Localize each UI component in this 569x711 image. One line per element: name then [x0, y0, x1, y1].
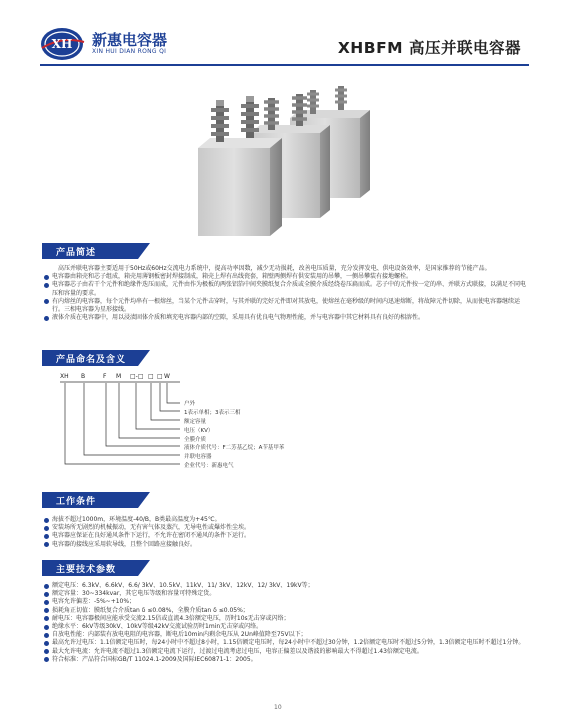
bullet-dot-icon [44, 275, 49, 280]
code-phase: □ [157, 373, 163, 380]
bullet-dot-icon [44, 584, 49, 589]
tech-bullet [44, 623, 529, 631]
section-heading-tech-label: 主要技术参数 [56, 565, 117, 575]
tech-bullet [44, 615, 529, 623]
tech-bullet [44, 648, 529, 656]
conditions-bullet-text: 电容器应保证在良好通风条件下运行，不允许在密闭不通风的条件下运行。 [52, 532, 251, 540]
conditions-bullet-text: 海拔不超过1000m，环境温度-40/B，B类最高温度为+45℃。 [52, 516, 221, 523]
bullet-dot-icon [44, 625, 49, 630]
logo-chinese-name: 新惠电容器 [92, 31, 168, 49]
bullet-dot-icon [44, 592, 49, 597]
naming-label: 并联电容器 [184, 454, 212, 460]
conditions-bullet [44, 516, 529, 524]
logo-mark-text: XH [51, 37, 73, 51]
overview-bullet-text: 电容器由箱壳和芯子组成，箱壳用薄钢板密封焊接制成，箱壳上焊有出线瓷套，箱壁两侧焊有供安装用的吊攀，一侧吊攀装有接地螺栓。 [52, 273, 413, 281]
bullet-dot-icon [44, 534, 49, 539]
overview-bullet [44, 298, 529, 314]
tech-bullet [44, 607, 529, 615]
section-heading-conditions-label: 工作条件 [56, 497, 97, 507]
section-heading-overview-label: 产品简述 [56, 248, 97, 258]
bullet-dot-icon [44, 518, 49, 523]
capacitor-product-photo [170, 78, 420, 238]
section-heading-tech [42, 560, 152, 576]
code-capacity: □ [148, 373, 154, 380]
naming-label: 企业代号：新惠电气 [184, 463, 234, 469]
section-heading-overview [42, 243, 152, 259]
tech-bullet-text: 电容允许偏差：-5%~+10%； [52, 598, 136, 606]
overview-bullet-text: 电容器芯子由若干个元件和绝缘件迭压而成，元件由作为极板的两张铝箔中间夹膜纸复合介质或全膜介质经绕卷压扁而成。芯子中的元件按一定的串、并联方式联接，以满足不同电压和容量的要求。 [52, 281, 527, 297]
page-title: XHBFM 高压并联电容器 [337, 39, 521, 57]
overview-bullet-text: 有内熔丝的电容器，每个元件均串有一根熔丝，当某个元件击穿时，与其并联的完好元件即对其放电，使熔丝在毫秒级的时间内迅速熔断，将故障元件切除，从而使电容器继续运行。三相电容器为星形接线。 [52, 297, 521, 314]
tech-bullet-text: 最高允许过电压：1.1倍额定电压时，每24小时中不超过8小时，1.15倍额定电压时，每24小时中不超过30分钟，1.2倍额定电压时不超过5分钟，1.3倍额定电压时不超过1分钟。 [52, 639, 525, 647]
tech-bullet-text: 最大允许电流：允许电流不超过1.3倍额定电流下运行，过渡过电流考虑过电压，电容正偏差以及谐波的影响最大不得超过1.43倍额定电流。 [52, 647, 423, 655]
naming-label: 电压（KV） [184, 428, 214, 434]
overview-bullet-text: 液体介质在电容器中，用以浸渍固体介质和填充电容器内部的空隙，采用具有优良电气物理性能，并与电容器中其它材料具有良好的相溶性。 [52, 314, 425, 322]
tech-bullet-text: 绝缘水平：6kV等级30kV、10kV等级42kV交流试验历时1min无击穿或闪络。 [52, 623, 263, 631]
code-b: B [81, 373, 86, 380]
bullet-dot-icon [44, 608, 49, 613]
naming-label: 户外 [184, 401, 196, 407]
bullet-dot-icon [44, 633, 49, 638]
conditions-bullet-text: 安装场所无剧烈的机械振动，无有害气体及蒸汽，无导电性或爆炸性尘埃。 [52, 524, 251, 532]
bullet-dot-icon [44, 283, 49, 288]
bullet-dot-icon [44, 649, 49, 654]
conditions-text [44, 516, 529, 549]
model-naming-diagram [60, 373, 320, 483]
bullet-dot-icon [44, 526, 49, 531]
tech-bullet [44, 582, 529, 590]
tech-bullet [44, 656, 529, 664]
logo-english-name: XIN HUI DIAN RONG QI [92, 48, 167, 55]
section-heading-naming [42, 350, 152, 366]
conditions-bullet [44, 541, 529, 549]
naming-label: 额定容量 [184, 419, 207, 425]
tech-text [44, 582, 529, 664]
tech-bullet-text: 符合标准：产品符合国标GB/T 11024.1-2009及国际IEC60871-1：2005。 [52, 655, 257, 663]
tech-bullet-text: 额定电压：6.3kV、6.6kV、6.6/ 3kV、10.5kV、11kV、11/ 3kV、12kV、12/ 3kV、19kV等； [52, 582, 314, 589]
bullet-dot-icon [44, 542, 49, 547]
overview-intro: 高压并联电容器主要适用于50Hz或60Hz交流电力系统中，提高功率因数，减少无功损耗，改善电压质量，充分发挥发电、供电设备效率，是国家推荐的节能产品。 [58, 265, 491, 272]
bullet-dot-icon [44, 316, 49, 321]
bullet-dot-icon [44, 299, 49, 304]
header-divider [40, 64, 529, 66]
conditions-bullet-text: 电容器的接线应采用软导线，且整个回路应接触良好。 [52, 540, 197, 548]
page-number: 10 [274, 704, 282, 711]
naming-label: 1表示单相；3表示三相 [184, 410, 241, 416]
brand-logo [40, 26, 190, 62]
naming-label: 全膜介质 [184, 437, 207, 443]
code-m: M [116, 373, 122, 380]
bullet-dot-icon [44, 641, 49, 646]
bullet-dot-icon [44, 600, 49, 605]
section-heading-conditions [42, 492, 152, 508]
code-xh: XH [60, 373, 69, 380]
section-heading-naming-label: 产品命名及含义 [56, 355, 127, 365]
tech-bullet-text: 自放电性能：内部装有放电电阻的电容器，断电后10min内剩余电压从 2Un峰值降至75V以下； [52, 631, 307, 639]
tech-bullet-text: 额定容量：30~334kvar，其它电压等级和容量可特殊定货。 [52, 590, 216, 598]
tech-bullet-text: 损耗角正切值：膜纸复合介质tan δ ≤0.08%，全膜介质tan δ ≤0.05%； [52, 606, 249, 614]
tech-bullet-text: 耐电压：电容器极间应能承受交流2.15倍或直流4.3倍额定电压，历时10s无击穿或闪络； [52, 614, 290, 622]
code-w: W [164, 373, 170, 380]
naming-label: 液体介质代号：F二芳基乙烷；A苄基甲苯 [184, 445, 285, 451]
overview-bullet [44, 314, 529, 322]
overview-bullet [44, 281, 529, 297]
code-voltage: □-□ [130, 373, 144, 380]
conditions-bullet [44, 532, 529, 540]
bullet-dot-icon [44, 657, 49, 662]
bullet-dot-icon [44, 616, 49, 621]
tech-bullet [44, 598, 529, 606]
tech-bullet [44, 639, 529, 647]
code-f: F [103, 373, 107, 380]
logo-mark-icon [40, 26, 86, 62]
overview-text [44, 265, 529, 322]
